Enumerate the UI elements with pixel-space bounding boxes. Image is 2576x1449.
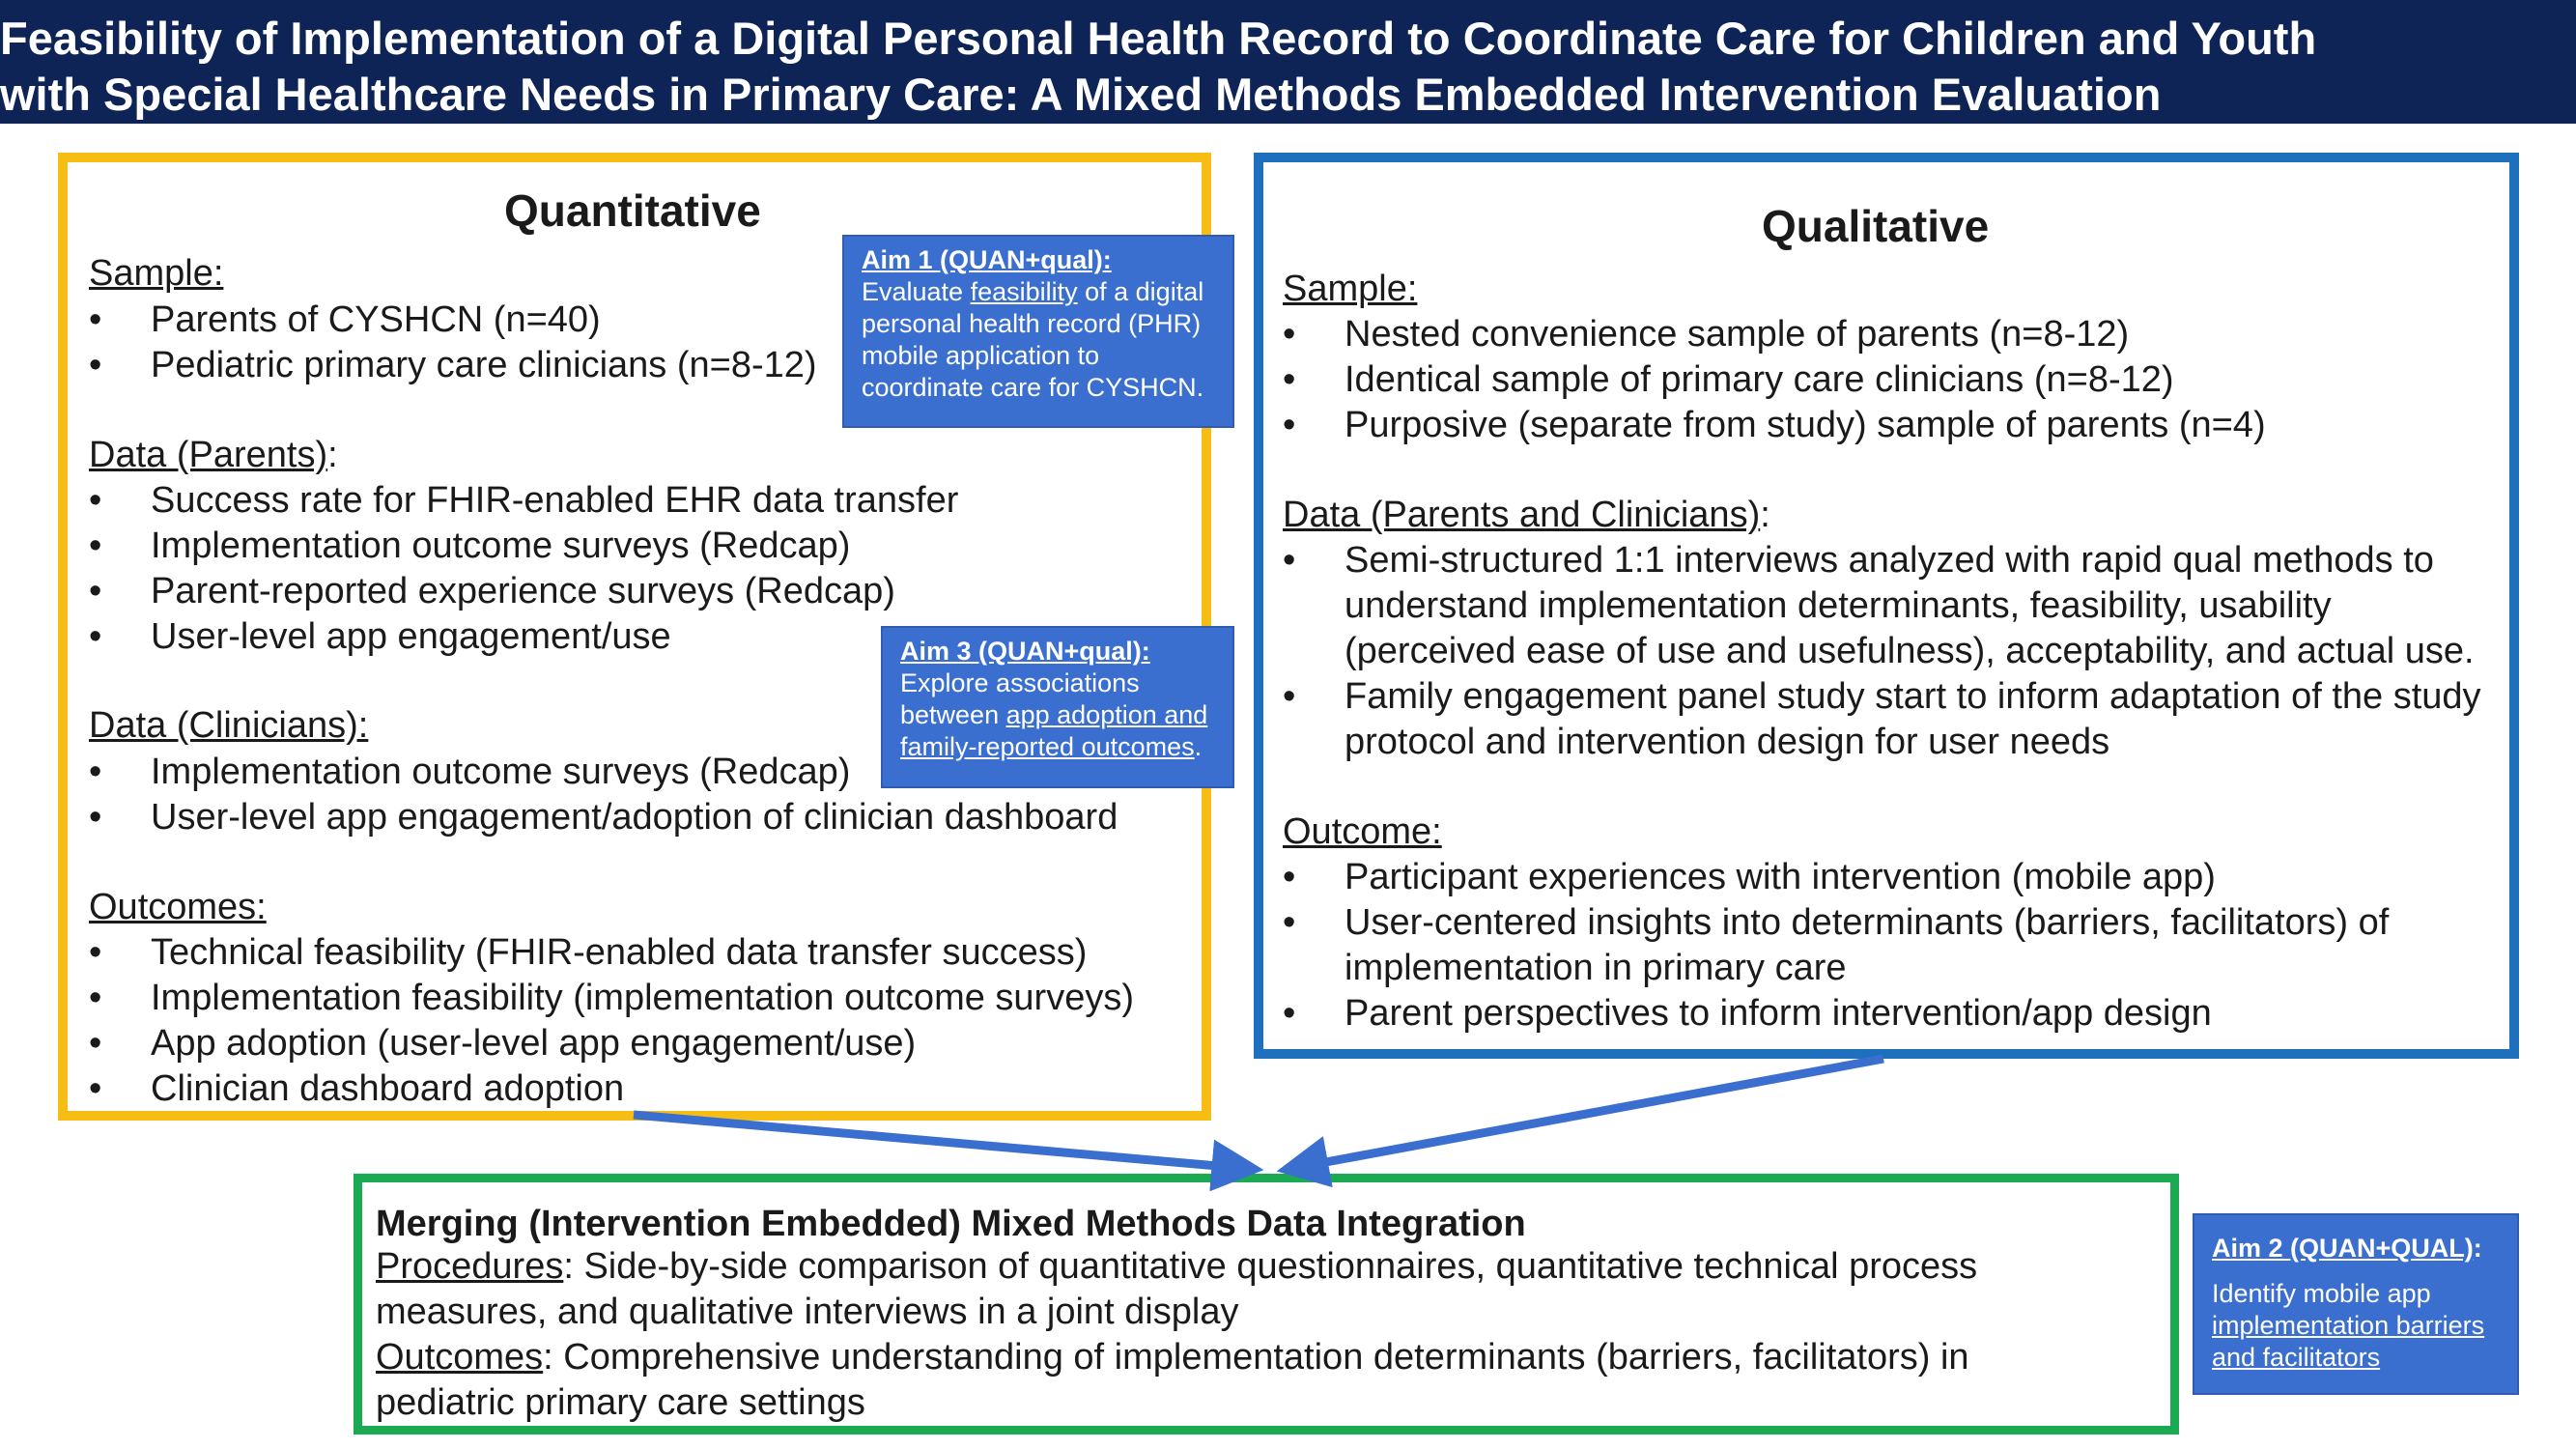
aim-3-line-2: between app adoption and — [900, 700, 1208, 729]
bullet-icon: • — [89, 978, 102, 1018]
bullet-icon: • — [89, 1068, 102, 1109]
bullet-icon: • — [89, 345, 102, 385]
aim-3-line-3: family-reported outcomes. — [900, 732, 1203, 761]
bullet-icon: • — [89, 616, 102, 657]
aim-2-line-2: implementation barriers — [2212, 1311, 2485, 1340]
aim-2-title: Aim 2 (QUAN+QUAL): — [2212, 1234, 2482, 1263]
quant-to-merge-arrow — [634, 1115, 1251, 1169]
quant-data-parents-label: Data (Parents): — [89, 435, 338, 475]
bullet-icon: • — [1283, 405, 1296, 445]
aim-2-line-1: Identify mobile app — [2212, 1279, 2431, 1308]
aim-3-title: Aim 3 (QUAN+qual): — [900, 637, 1150, 666]
aim-1-line-4: coordinate care for CYSHCN. — [862, 373, 1204, 402]
bullet-icon: • — [1283, 857, 1296, 897]
aim-2-line-3: and facilitators — [2212, 1343, 2381, 1372]
bullet-icon: • — [1283, 902, 1296, 943]
aim-1-line-1: Evaluate feasibility of a digital — [862, 277, 1204, 306]
bullet-icon: • — [1283, 359, 1296, 400]
bullet-icon: • — [89, 299, 102, 340]
bullet-icon: • — [89, 480, 102, 521]
merging-outcomes-line-2: pediatric primary care settings — [376, 1382, 865, 1423]
bullet-icon: • — [89, 797, 102, 838]
title-line-2: with Special Healthcare Needs in Primary Care: A Mixed Methods Embedded Intervention Evaluation — [0, 69, 2162, 120]
qualitative-panel: Qualitative Sample: • Nested convenience sample of parents (n=8-12) • Identical sample of primary care clinicians (n=8-12) • Purposive (separate from study) sample of parents (n=4) Data (Parents and Clinicians): • Semi-structured 1:1 interviews analyzed with rapid qual methods to understand implementation determinants, feasibility, usability (perceived ease of use and usefulness), acceptability, and actual use. • Family engagement panel study start to inform adaptation of the study protocol and intervention design for user needs Outcome: • Participant experiences with intervention (mobile app) • User-centered insights into determinants (barriers, facilitators) of implementation in primary care • Parent perspectives to inform intervention/app design — [1254, 153, 2519, 1059]
quant-data-clinicians-label: Data (Clinicians): — [89, 705, 369, 746]
aim-1-line-3: mobile application to — [862, 341, 1100, 370]
aim-1-title: Aim 1 (QUAN+qual): — [862, 245, 1112, 274]
qual-outcome-label: Outcome: — [1283, 811, 1442, 852]
merging-outcomes-line-1: Outcomes: Comprehensive understanding of implementation determinants (barriers, facilitators) in — [376, 1337, 1969, 1378]
bullet-icon: • — [1283, 540, 1296, 581]
merging-heading: Merging (Intervention Embedded) Mixed Methods Data Integration — [376, 1204, 1526, 1244]
aim-3-line-1: Explore associations — [900, 668, 1140, 697]
bullet-icon: • — [89, 1023, 102, 1064]
qualitative-heading: Qualitative — [1762, 201, 1990, 251]
aim-1-line-2: personal health record (PHR) — [862, 309, 1202, 338]
bullet-icon: • — [1283, 676, 1296, 717]
quant-sample-label: Sample: — [89, 253, 224, 294]
title-line-1: Feasibility of Implementation of a Digital Personal Health Record to Coordinate Care for Children and Youth — [0, 13, 2317, 64]
bullet-icon: • — [1283, 314, 1296, 355]
bullet-icon: • — [89, 932, 102, 973]
qual-data-label: Data (Parents and Clinicians): — [1283, 495, 1770, 535]
merging-procedures-line-2: measures, and qualitative interviews in a joint display — [376, 1292, 1239, 1332]
quantitative-heading: Quantitative — [504, 185, 761, 236]
quantitative-panel: Quantitative Sample: • Parents of CYSHCN (n=40) • Pediatric primary care clinicians (n=8-12) Data (Parents): • Success rate for FHIR-enabled EHR data transfer • Implementation outcome surveys (Redcap) • Parent-reported experience surveys (Redcap) • User-level app engagement/use Data (Clinicians): • Implementation outcome surveys (Redcap) • User-level app engagement/adoption of clinician dashboard Outcomes: • Technical feasibility (FHIR-enabled data transfer success) • Implementation feasibility (implementation outcome surveys) • App adoption (user-level app engagement/use) • Clinician dashboard adoption — [58, 153, 1211, 1121]
merging-procedures-line-1: Procedures: Side-by-side comparison of quantitative questionnaires, quantitative technical process — [376, 1246, 1978, 1287]
quant-outcomes-label: Outcomes: — [89, 887, 267, 927]
qual-sample-label: Sample: — [1283, 269, 1418, 309]
qual-to-merge-arrow — [1289, 1059, 1883, 1169]
bullet-icon: • — [89, 526, 102, 566]
bullet-icon: • — [1283, 993, 1296, 1034]
bullet-icon: • — [89, 571, 102, 611]
bullet-icon: • — [89, 752, 102, 792]
